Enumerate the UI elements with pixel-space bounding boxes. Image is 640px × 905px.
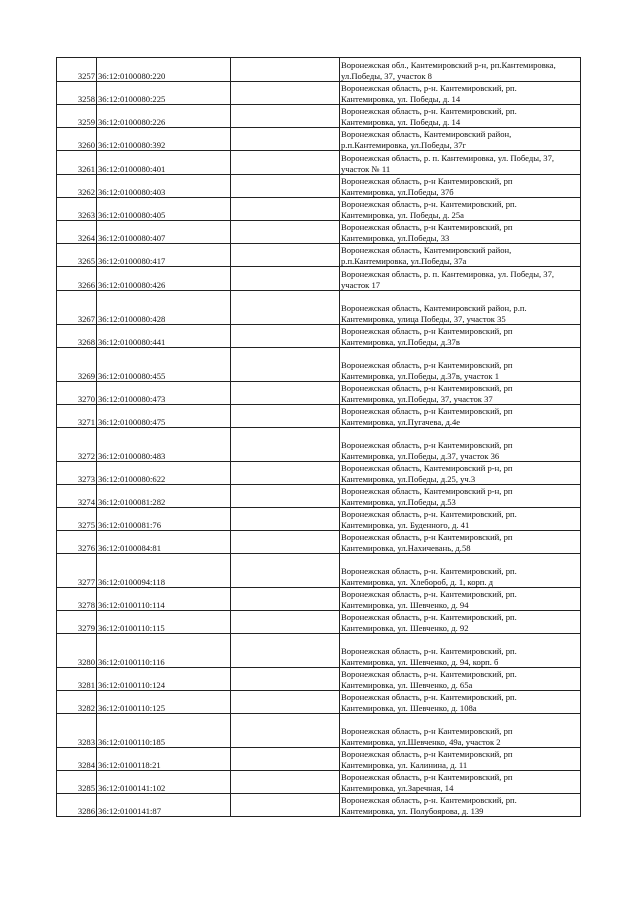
land-plot-table	[56, 57, 581, 817]
row-number: 3263	[57, 198, 97, 221]
row-number: 3258	[57, 82, 97, 105]
address-line: Воронежская область, р. п. Кантемировка, ул. Победы, 37,	[341, 269, 555, 280]
row-number: 3277	[57, 554, 97, 588]
address-cell	[340, 748, 581, 771]
address-line: Воронежская область, р-н. Кантемировский, рп.	[341, 795, 517, 806]
row-number: 3267	[57, 291, 97, 325]
empty-cell	[231, 405, 340, 428]
address-cell	[340, 348, 581, 382]
table-row	[57, 485, 581, 508]
address-line: Кантемировка, ул.Заречная, 14	[341, 782, 454, 793]
row-number: 3281	[57, 668, 97, 691]
address-line: Воронежская область, р-н Кантемировский, рп	[341, 772, 513, 783]
address-line: Воронежская область, р-н. Кантемировский, рп.	[341, 199, 517, 210]
cadastral-number: 36:12:0100110:114	[97, 588, 231, 611]
address-line: Кантемировка, ул.Победы, 37, участок 37	[341, 393, 493, 404]
table-row	[57, 325, 581, 348]
address-line: Воронежская область, р-н Кантемировский, рп	[341, 326, 513, 337]
address-line: Воронежская область, р-н Кантемировский, рп	[341, 222, 513, 233]
address-line: Кантемировка, ул.Шевченко, 49а, участок 2	[341, 736, 501, 747]
empty-cell	[231, 325, 340, 348]
row-number: 3273	[57, 462, 97, 485]
empty-cell	[231, 794, 340, 817]
address-line: Воронежская область, р-н. Кантемировский, рп.	[341, 646, 517, 657]
address-cell	[340, 58, 581, 82]
empty-cell	[231, 105, 340, 128]
row-number: 3278	[57, 588, 97, 611]
address-line: Воронежская область, р-н Кантемировский, рп	[341, 406, 513, 417]
row-number: 3272	[57, 428, 97, 462]
table-row	[57, 105, 581, 128]
empty-cell	[231, 82, 340, 105]
table-row	[57, 714, 581, 748]
address-cell	[340, 588, 581, 611]
address-line: Воронежская область, р-н. Кантемировский, рп.	[341, 566, 517, 577]
address-cell	[340, 634, 581, 668]
cadastral-number: 36:12:0100080:622	[97, 462, 231, 485]
table-row	[57, 151, 581, 175]
address-cell	[340, 405, 581, 428]
row-number: 3262	[57, 175, 97, 198]
row-number: 3257	[57, 58, 97, 82]
row-number: 3286	[57, 794, 97, 817]
table-row	[57, 531, 581, 554]
cadastral-number: 36:12:0100080:403	[97, 175, 231, 198]
empty-cell	[231, 428, 340, 462]
empty-cell	[231, 668, 340, 691]
cadastral-number: 36:12:0100110:115	[97, 611, 231, 634]
row-number: 3266	[57, 267, 97, 291]
address-cell	[340, 82, 581, 105]
empty-cell	[231, 634, 340, 668]
address-line: Воронежская область, р-н. Кантемировский, рп.	[341, 83, 517, 94]
address-line: Кантемировка, ул.Победы, д.37в	[341, 336, 460, 347]
cadastral-number: 36:12:0100094:118	[97, 554, 231, 588]
cadastral-number: 36:12:0100080:417	[97, 244, 231, 267]
empty-cell	[231, 267, 340, 291]
address-line: Воронежская область, р-н. Кантемировский, рп.	[341, 692, 517, 703]
empty-cell	[231, 611, 340, 634]
cadastral-number: 36:12:0100080:225	[97, 82, 231, 105]
row-number: 3264	[57, 221, 97, 244]
row-number: 3260	[57, 128, 97, 151]
row-number: 3274	[57, 485, 97, 508]
table-row	[57, 405, 581, 428]
address-cell	[340, 691, 581, 714]
table-row	[57, 554, 581, 588]
empty-cell	[231, 58, 340, 82]
table-row	[57, 348, 581, 382]
cadastral-number: 36:12:0100081:76	[97, 508, 231, 531]
address-cell	[340, 668, 581, 691]
cadastral-number: 36:12:0100084:81	[97, 531, 231, 554]
cadastral-number: 36:12:0100080:426	[97, 267, 231, 291]
cadastral-number: 36:12:0100118:21	[97, 748, 231, 771]
address-line: Кантемировка, ул.Победы, д.25, уч.3	[341, 473, 476, 484]
address-line: Воронежская область, р-н Кантемировский, рп	[341, 440, 513, 451]
address-line: Кантемировка, ул. Хлебороб, д. 1, корп. д	[341, 576, 494, 587]
row-number: 3271	[57, 405, 97, 428]
address-line: Воронежская область, р-н Кантемировский, рп	[341, 726, 513, 737]
address-line: Воронежская область, р-н. Кантемировский, рп.	[341, 669, 517, 680]
cadastral-number: 36:12:0100141:102	[97, 771, 231, 794]
cadastral-number: 36:12:0100110:124	[97, 668, 231, 691]
table-row	[57, 668, 581, 691]
table-row	[57, 58, 581, 82]
empty-cell	[231, 198, 340, 221]
address-cell	[340, 531, 581, 554]
cadastral-number: 36:12:0100080:473	[97, 382, 231, 405]
address-cell	[340, 105, 581, 128]
row-number: 3265	[57, 244, 97, 267]
address-line: Кантемировка, ул. Калинина, д. 11	[341, 759, 468, 770]
row-number: 3280	[57, 634, 97, 668]
address-line: Воронежская область, р-н Кантемировский, рп	[341, 383, 513, 394]
row-number: 3285	[57, 771, 97, 794]
address-line: Кантемировка, ул. Шевченко, д. 92	[341, 622, 469, 633]
address-line: Кантемировка, ул. Шевченко, д. 94	[341, 599, 469, 610]
table-row	[57, 175, 581, 198]
address-cell	[340, 485, 581, 508]
address-line: Воронежская область, Кантемировский район,	[341, 129, 512, 140]
address-line: Воронежская обл., Кантемировский р-н, рп.Кантемировка,	[341, 60, 556, 71]
row-number: 3270	[57, 382, 97, 405]
address-line: Кантемировка, ул.Нахичевань, д.58	[341, 542, 471, 553]
address-cell	[340, 794, 581, 817]
address-line: Воронежская область, Кантемировский р-н, рп	[341, 463, 513, 474]
address-cell	[340, 611, 581, 634]
address-line: Воронежская область, Кантемировский р-н, рп	[341, 486, 513, 497]
address-line: Кантемировка, ул. Победы, д. 14	[341, 93, 461, 104]
cadastral-number: 36:12:0100080:455	[97, 348, 231, 382]
address-cell	[340, 175, 581, 198]
table-row	[57, 691, 581, 714]
address-cell	[340, 554, 581, 588]
address-cell	[340, 462, 581, 485]
address-line: Воронежская область, р-н Кантемировский, рп	[341, 360, 513, 371]
row-number: 3259	[57, 105, 97, 128]
address-cell	[340, 244, 581, 267]
address-line: ул.Победы, 37, участок 8	[341, 70, 432, 81]
address-line: р.п.Кантемировка, ул.Победы, 37г	[341, 139, 467, 150]
address-cell	[340, 267, 581, 291]
empty-cell	[231, 531, 340, 554]
row-number: 3276	[57, 531, 97, 554]
table-body	[57, 58, 581, 817]
table-row	[57, 244, 581, 267]
table-row	[57, 634, 581, 668]
address-line: Воронежская область, Кантемировский район, р.п.	[341, 303, 527, 314]
address-cell	[340, 714, 581, 748]
table-row	[57, 221, 581, 244]
empty-cell	[231, 244, 340, 267]
address-line: Воронежская область, р-н Кантемировский, рп	[341, 749, 513, 760]
empty-cell	[231, 748, 340, 771]
address-line: Кантемировка, ул. Победы, д. 14	[341, 116, 461, 127]
address-line: Кантемировка, ул.Пугачева, д.4е	[341, 416, 461, 427]
empty-cell	[231, 175, 340, 198]
cadastral-number: 36:12:0100080:392	[97, 128, 231, 151]
address-line: участок 17	[341, 279, 381, 290]
cadastral-number: 36:12:0100080:405	[97, 198, 231, 221]
address-cell	[340, 291, 581, 325]
table-row	[57, 794, 581, 817]
address-line: участок № 11	[341, 163, 391, 174]
address-line: Кантемировка, ул. Шевченко, д. 108а	[341, 702, 477, 713]
address-line: Воронежская область, р-н. Кантемировский, рп.	[341, 589, 517, 600]
row-number: 3284	[57, 748, 97, 771]
empty-cell	[231, 691, 340, 714]
row-number: 3282	[57, 691, 97, 714]
address-cell	[340, 508, 581, 531]
row-number: 3268	[57, 325, 97, 348]
cadastral-number: 36:12:0100080:401	[97, 151, 231, 175]
address-line: Воронежская область, р-н Кантемировский, рп	[341, 532, 513, 543]
address-cell	[340, 428, 581, 462]
address-line: Воронежская область, Кантемировский район,	[341, 245, 512, 256]
cadastral-number: 36:12:0100080:475	[97, 405, 231, 428]
address-line: Кантемировка, ул. Полубоярова, д. 139	[341, 805, 484, 816]
row-number: 3275	[57, 508, 97, 531]
address-line: Кантемировка, ул. Буденного, д. 41	[341, 519, 470, 530]
address-cell	[340, 221, 581, 244]
cadastral-number: 36:12:0100080:428	[97, 291, 231, 325]
address-line: Кантемировка, ул.Победы, 33	[341, 232, 450, 243]
table-row	[57, 428, 581, 462]
address-cell	[340, 151, 581, 175]
row-number: 3261	[57, 151, 97, 175]
address-line: р.п.Кантемировка, ул.Победы, 37а	[341, 255, 467, 266]
address-cell	[340, 128, 581, 151]
address-line: Воронежская область, р-н. Кантемировский, рп.	[341, 612, 517, 623]
address-line: Воронежская область, р. п. Кантемировка, ул. Победы, 37,	[341, 153, 555, 164]
address-cell	[340, 771, 581, 794]
address-line: Кантемировка, ул.Победы, д.37в, участок 1	[341, 370, 499, 381]
address-line: Кантемировка, улица Победы, 37, участок 35	[341, 313, 506, 324]
address-line: Воронежская область, р-н. Кантемировский, рп.	[341, 106, 517, 117]
cadastral-number: 36:12:0100081:282	[97, 485, 231, 508]
empty-cell	[231, 588, 340, 611]
empty-cell	[231, 508, 340, 531]
cadastral-number: 36:12:0100110:185	[97, 714, 231, 748]
address-line: Воронежская область, р-н. Кантемировский, рп.	[341, 509, 517, 520]
address-line: Кантемировка, ул. Шевченко, д. 94, корп. б	[341, 656, 499, 667]
cadastral-number: 36:12:0100080:220	[97, 58, 231, 82]
empty-cell	[231, 382, 340, 405]
empty-cell	[231, 291, 340, 325]
table-row	[57, 508, 581, 531]
empty-cell	[231, 462, 340, 485]
empty-cell	[231, 485, 340, 508]
table-row	[57, 462, 581, 485]
empty-cell	[231, 714, 340, 748]
address-cell	[340, 198, 581, 221]
table-row	[57, 588, 581, 611]
table-row	[57, 82, 581, 105]
cadastral-number: 36:12:0100080:483	[97, 428, 231, 462]
address-line: Кантемировка, ул.Победы, д.53	[341, 496, 456, 507]
table-row	[57, 198, 581, 221]
row-number: 3269	[57, 348, 97, 382]
address-line: Воронежская область, р-н Кантемировский, рп	[341, 176, 513, 187]
empty-cell	[231, 128, 340, 151]
address-line: Кантемировка, ул.Победы, 37б	[341, 186, 454, 197]
cadastral-number: 36:12:0100141:87	[97, 794, 231, 817]
empty-cell	[231, 554, 340, 588]
table-row	[57, 771, 581, 794]
cadastral-number: 36:12:0100110:116	[97, 634, 231, 668]
empty-cell	[231, 771, 340, 794]
empty-cell	[231, 221, 340, 244]
table-row	[57, 291, 581, 325]
address-cell	[340, 325, 581, 348]
row-number: 3283	[57, 714, 97, 748]
table-row	[57, 128, 581, 151]
cadastral-number: 36:12:0100080:407	[97, 221, 231, 244]
cadastral-number: 36:12:0100080:226	[97, 105, 231, 128]
address-line: Кантемировка, ул. Шевченко, д. 65а	[341, 679, 473, 690]
row-number: 3279	[57, 611, 97, 634]
table-row	[57, 748, 581, 771]
empty-cell	[231, 348, 340, 382]
empty-cell	[231, 151, 340, 175]
address-cell	[340, 382, 581, 405]
address-line: Кантемировка, ул. Победы, д. 25а	[341, 209, 464, 220]
cadastral-number: 36:12:0100110:125	[97, 691, 231, 714]
table-row	[57, 611, 581, 634]
cadastral-number: 36:12:0100080:441	[97, 325, 231, 348]
table-row	[57, 382, 581, 405]
address-line: Кантемировка, ул.Победы, д.37, участок 36	[341, 450, 500, 461]
table-row	[57, 267, 581, 291]
